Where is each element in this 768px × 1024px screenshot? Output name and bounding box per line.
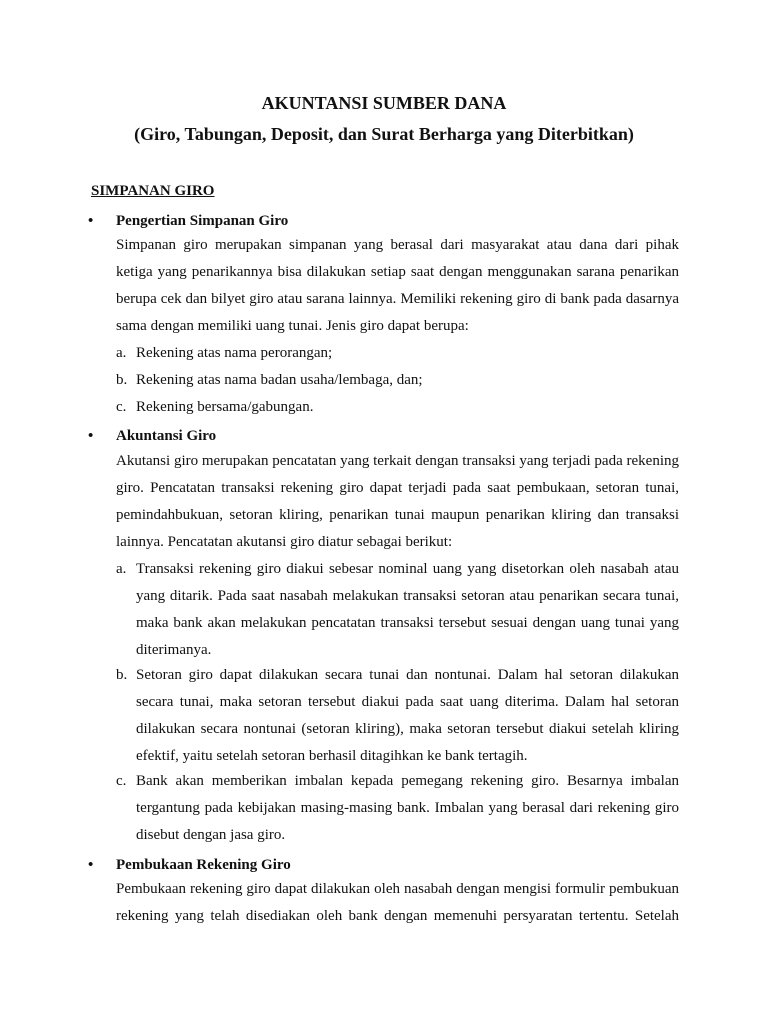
list-text: Bank akan memberikan imbalan kepada pemegang rekening giro. Besarnya imbalan tergantung pada kebijakan masing-masing bank. Imbalan yang berasal dari rekening giro disebut dengan jasa giro.	[136, 773, 679, 843]
bullet-title-akuntansi: Akuntansi Giro	[116, 428, 217, 444]
list-marker: c.	[116, 399, 127, 415]
list-item	[116, 367, 679, 394]
section-heading: SIMPANAN GIRO	[91, 183, 215, 199]
bullet-icon: •	[88, 857, 94, 873]
bullet-title-pembukaan: Pembukaan Rekening Giro	[116, 857, 291, 873]
list-item	[116, 768, 679, 849]
list-text: Transaksi rekening giro diakui sebesar nominal uang yang disetorkan oleh nasabah atau yang ditarik. Pada saat nasabah melakukan transaksi setoran atau penarikan secara tunai, maka bank akan melakukan pencatatan transaksi tersebut sesuai dengan uang tunai yang diterimanya.	[136, 561, 679, 658]
list-marker: b.	[116, 667, 128, 683]
paragraph-akuntansi: Akutansi giro merupakan pencatatan yang terkait dengan transaksi yang terjadi pada rekening giro. Pencatatan transaksi rekening giro dapat terjadi pada saat pembukaan, setoran tunai, pemindahbukuan, setoran kliring, penarikan tunai maupun penarikan kliring dan transaksi lainnya. Pencatatan akutansi giro diatur sebagai berikut:	[116, 453, 679, 550]
list-item	[116, 394, 679, 421]
paragraph-pengertian: Simpanan giro merupakan simpanan yang berasal dari masyarakat atau dana dari pihak ketiga yang penarikannya bisa dilakukan setiap saat dengan menggunakan sarana penarikan berupa cek dan bilyet giro atau sarana lainnya. Memiliki rekening giro di bank pada dasarnya sama dengan memiliki uang tunai. Jenis giro dapat berupa:	[116, 237, 679, 334]
list-marker: a.	[116, 345, 127, 361]
list-text: Rekening atas nama badan usaha/lembaga, dan;	[136, 372, 423, 388]
bullet-title-pengertian: Pengertian Simpanan Giro	[116, 213, 289, 229]
list-text: Setoran giro dapat dilakukan secara tunai dan nontunai. Dalam hal setoran dilakukan secara tunai, maka setoran tersebut diakui pada saat uang diterima. Dalam hal setoran dilakukan secara nontunai (setoran kliring), maka setoran tersebut diakui setelah kliring efektif, yaitu setelah setoran berhasil ditagihkan ke bank tertagih.	[136, 667, 679, 764]
list-item	[116, 662, 679, 770]
list-marker: c.	[116, 773, 127, 789]
list-marker: a.	[116, 561, 127, 577]
list-item	[116, 556, 679, 664]
document-title: AKUNTANSI SUMBER DANA	[261, 93, 507, 113]
list-item	[116, 340, 679, 367]
paragraph-pembukaan: Pembukaan rekening giro dapat dilakukan oleh nasabah dengan mengisi formulir pembukuan rekening yang telah disediakan oleh bank dengan memenuhi persyaratan tertentu. Setelah	[116, 881, 679, 924]
list-text: Rekening bersama/gabungan.	[136, 399, 314, 415]
bullet-icon: •	[88, 213, 94, 229]
document-subtitle: (Giro, Tabungan, Deposit, dan Surat Berharga yang Diterbitkan)	[134, 124, 634, 144]
list-marker: b.	[116, 372, 128, 388]
list-text: Rekening atas nama perorangan;	[136, 345, 333, 361]
bullet-icon: •	[88, 428, 94, 444]
